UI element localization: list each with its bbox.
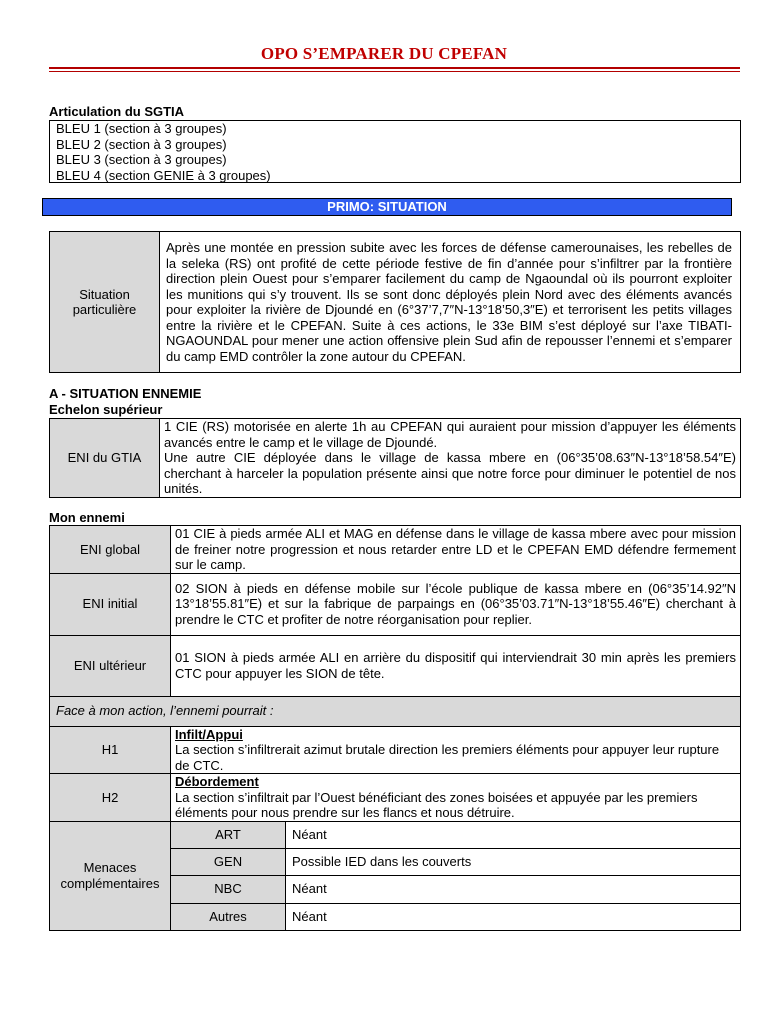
menace-value: Néant <box>286 903 741 930</box>
eni-gtia-text <box>160 419 741 498</box>
h2-label: H2 <box>50 774 171 822</box>
menace-type: GEN <box>171 848 286 875</box>
eni-gtia-text-1: 1 CIE (RS) motorisée en alerte 1h au CPEFAN qui auraient pour mission d’appuyer les éléments avancés entre le camp et le village de Djoundé. <box>164 419 736 450</box>
h2-title: Débordement <box>175 774 259 789</box>
title-rule-thick <box>49 67 740 69</box>
situation-table <box>49 231 741 373</box>
document-title: OPO S’EMPARER DU CPEFAN <box>260 44 508 63</box>
eni-global-text: 01 CIE à pieds armée ALI et MAG en défense dans le village de kassa mbere avec pour mission de freiner notre progression et nous retarder entre LD et le CPEFAN EMD défendre fermement sur le camp. <box>171 526 741 574</box>
articulation-list <box>49 120 741 183</box>
echelon-heading: Echelon supérieur <box>49 402 163 417</box>
list-item: BLEU 1 (section à 3 groupes) <box>56 121 227 136</box>
list-item: BLEU 3 (section à 3 groupes) <box>56 152 227 167</box>
eni-ulterieur-text: 01 SION à pieds armée ALI en arrière du dispositif qui interviendrait 30 min après les premiers CTC pour appuyer les SION de tête. <box>171 635 741 696</box>
list-item: BLEU 2 (section à 3 groupes) <box>56 136 227 152</box>
menace-value: Néant <box>286 821 741 848</box>
menaces-label: Menaces complémentaires <box>50 821 171 930</box>
h1-title: Infilt/Appui <box>175 726 243 742</box>
menace-value: Possible IED dans les couverts <box>286 848 741 875</box>
menace-type: ART <box>171 821 286 848</box>
eni-ulterieur-label: ENI ultérieur <box>50 635 171 696</box>
menace-value: Néant <box>286 875 741 903</box>
list-item: BLEU 4 (section GENIE à 3 groupes) <box>56 167 271 183</box>
h2-cell <box>171 774 741 822</box>
h1-text: La section s’infiltrerait azimut brutale direction les premiers éléments pour appuyer leur rupture de CTC. <box>175 742 720 773</box>
eni-global-label: ENI global <box>50 526 171 574</box>
situation-text: Après une montée en pression subite avec les forces de défense camerounaises, les rebelles de la seleka (RS) ont profité de cette période festive de fin d’année pour s’infiltrer par la frontière direction plein Ouest pour s’emparer facilement du camp de Ngaoundal où ils pourront exploiter les munitions qui s’y trouvent. Ils se sont donc déployés plein Nord avec des éléments avancés pour exploiter la rivière de Djoundé en (6°37’7,7″N-13°18’50,3″E) et terrorisent les petits villages entre la rivière et le CPEFAN. Suite à ces actions, le 33e BIM s’est déployé sur l’axe TIBATI-NGAOUNDAL pour mener une action offensive plein Sud afin de repousser l’ennemi et s’emparer du camp EMD contrôler la zone autour du CPEFAN. <box>160 232 741 373</box>
eni-gtia-text-2: Une autre CIE déployée dans le village de kassa mbere en (06°35’08.63″N-13°18’58.54″E) cherchant à harceler la population présente ainsi que notre force pour diminuer le potentiel de nos unités. <box>164 450 736 496</box>
eni-initial-label: ENI initial <box>50 573 171 635</box>
h1-cell <box>171 726 741 774</box>
situation-label: Situation particulière <box>50 232 160 373</box>
menace-type: Autres <box>171 903 286 930</box>
h2-text: La section s’infiltrait par l’Ouest bénéficiant des zones boisées et appuyée par les premiers éléments pour nous prendre sur les flancs et nous détruire. <box>175 789 698 820</box>
eni-gtia-table <box>49 418 741 498</box>
eni-initial-text: 02 SION à pieds en défense mobile sur l’école publique de kassa mbere en (06°35’14.92″N 13°18’55.81″E) et sur la fabrique de parpaings en (06°35’03.71″N-13°18’55.46″E) cherchant à prendre le CTC et profiter de notre réorganisation pour replier. <box>171 573 741 635</box>
mon-ennemi-table <box>49 525 741 931</box>
eni-gtia-label: ENI du GTIA <box>50 419 160 498</box>
h1-label: H1 <box>50 726 171 774</box>
primo-situation-banner: PRIMO: SITUATION <box>42 198 732 216</box>
ennemie-heading: A - SITUATION ENNEMIE <box>49 386 202 401</box>
menace-type: NBC <box>171 875 286 903</box>
face-action-row: Face à mon action, l’ennemi pourrait : <box>50 696 741 726</box>
title-rule-thin <box>49 71 740 72</box>
mon-ennemi-heading: Mon ennemi <box>49 510 125 525</box>
articulation-heading: Articulation du SGTIA <box>49 104 185 119</box>
